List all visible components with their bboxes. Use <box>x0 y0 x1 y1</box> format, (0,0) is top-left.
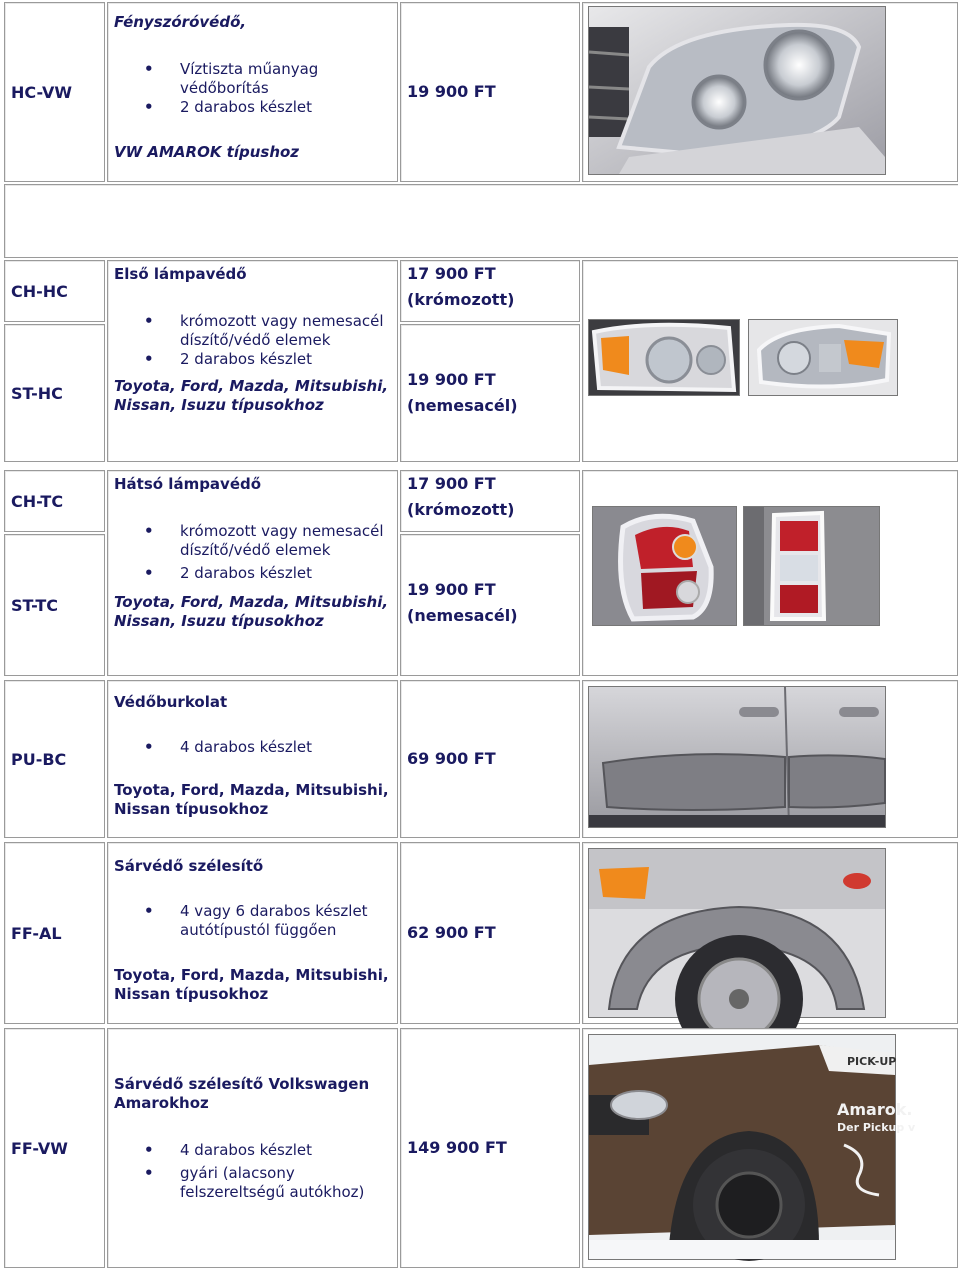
price: 17 900 FT <box>407 264 496 283</box>
feature-item: • gyári (alacsony felszereltségű autókhoz) <box>114 1164 391 1202</box>
feature-list <box>114 738 391 757</box>
model-compatibility: Toyota, Ford, Mazda, Mitsubishi, Nissan típusokhoz <box>114 966 389 1003</box>
feature-list <box>114 522 391 583</box>
price-variant: (krómozott) <box>407 290 515 309</box>
product-code: ST-TC <box>11 595 59 615</box>
code-cell-hc-vw <box>4 2 105 182</box>
feature-item: • 2 darabos készlet <box>114 98 391 117</box>
price-cell-st-hc <box>400 324 580 462</box>
taillamp-guard-photo-left <box>592 506 737 626</box>
model-compatibility: Toyota, Ford, Mazda, Mitsubishi, Nissan típusokhoz <box>114 781 389 818</box>
feature-item: • 2 darabos készlet <box>114 564 391 583</box>
feature-item: • 2 darabos készlet <box>114 350 391 369</box>
price-cell-st-tc <box>400 534 580 676</box>
product-title: Védőburkolat <box>114 693 228 711</box>
code-cell-ch-tc <box>4 470 105 532</box>
image-cell-fender-flare <box>582 842 958 1024</box>
sticker-text: PICK-UP <box>847 1055 897 1068</box>
image-cell-taillamp <box>582 470 958 676</box>
product-title: Sárvédő szélesítő Volkswagen Amarokhoz <box>114 1075 370 1112</box>
model-compatibility: Toyota, Ford, Mazda, Mitsubishi, Nissan, Isuzu típusokhoz <box>114 593 389 630</box>
feature-item: • 4 darabos készlet <box>114 738 391 757</box>
headlamp-guard-illustration <box>749 320 897 395</box>
product-code: CH-HC <box>11 281 68 301</box>
price-cell-ch-hc <box>400 260 580 322</box>
price: 149 900 FT <box>407 1138 507 1157</box>
product-code: ST-HC <box>11 383 63 403</box>
image-cell-amarok-flare <box>582 1028 958 1268</box>
feature-list <box>114 60 391 117</box>
price-cell-pu-bc <box>400 680 580 838</box>
taillamp-guard-illustration <box>593 507 736 625</box>
price: 19 900 FT <box>407 370 496 389</box>
amarok-fender-photo <box>588 1034 916 1260</box>
code-cell-ch-hc <box>4 260 105 322</box>
feature-item: • Víztiszta műanyag védőborítás <box>114 60 391 98</box>
image-cell-headlamp <box>582 260 958 462</box>
feature-item: • 4 darabos készlet <box>114 1141 391 1160</box>
price: 19 900 FT <box>407 82 496 101</box>
feature-list <box>114 312 391 369</box>
product-title: Fényszóróvédő, <box>114 13 247 31</box>
sticker-text: Der Pickup v <box>837 1121 916 1134</box>
product-code: HC-VW <box>11 82 73 102</box>
price-cell-ch-tc <box>400 470 580 532</box>
image-cell-body-cladding <box>582 680 958 838</box>
code-cell-ff-vw <box>4 1028 105 1268</box>
code-cell-st-tc <box>4 534 105 676</box>
price-cell-ff-al <box>400 842 580 1024</box>
product-title: Első lámpavédő <box>114 265 247 283</box>
description-cell-amarok-flare <box>107 1028 398 1268</box>
headlamp-guard-photo-left <box>588 319 740 396</box>
feature-item: • krómozott vagy nemesacél díszítő/védő elemek <box>114 312 391 350</box>
description-cell-headlamp <box>107 260 398 462</box>
headlight-cover-illustration <box>589 7 885 174</box>
price-variant: (krómozott) <box>407 500 515 519</box>
product-title: Sárvédő szélesítő <box>114 857 264 875</box>
body-cladding-illustration <box>589 687 885 827</box>
description-cell-fender-flare <box>107 842 398 1024</box>
taillamp-guard-photo-right <box>743 506 880 626</box>
price: 62 900 FT <box>407 923 496 942</box>
price-variant: (nemesacél) <box>407 606 518 625</box>
headlamp-guard-photo-right <box>748 319 898 396</box>
fender-flare-photo <box>588 848 886 1018</box>
price: 17 900 FT <box>407 474 496 493</box>
description-cell-hc-vw <box>107 2 398 182</box>
feature-item: • 4 vagy 6 darabos készlet autótípustól függően <box>114 902 391 940</box>
feature-item: • krómozott vagy nemesacél díszítő/védő elemek <box>114 522 391 560</box>
sticker-text: Amarok. <box>837 1100 913 1119</box>
code-cell-pu-bc <box>4 680 105 838</box>
price-variant: (nemesacél) <box>407 396 518 415</box>
price-cell-ff-vw <box>400 1028 580 1268</box>
amarok-fender-illustration <box>589 1035 916 1259</box>
price-cell-hc-vw <box>400 2 580 182</box>
description-cell-body-cladding <box>107 680 398 838</box>
headlight-cover-photo <box>588 6 886 175</box>
feature-list <box>114 1141 391 1202</box>
headlamp-guard-illustration <box>589 320 739 395</box>
body-cladding-photo <box>588 686 886 828</box>
model-compatibility: Toyota, Ford, Mazda, Mitsubishi, Nissan, Isuzu típusokhoz <box>114 377 389 414</box>
price: 69 900 FT <box>407 749 496 768</box>
product-code: PU-BC <box>11 749 67 769</box>
price: 19 900 FT <box>407 580 496 599</box>
code-cell-ff-al <box>4 842 105 1024</box>
product-code: CH-TC <box>11 491 64 511</box>
description-cell-taillamp <box>107 470 398 676</box>
fender-flare-illustration <box>589 849 885 1017</box>
product-title: Hátsó lámpavédő <box>114 475 262 493</box>
code-cell-st-hc <box>4 324 105 462</box>
feature-list <box>114 902 391 940</box>
product-code: FF-AL <box>11 923 62 943</box>
product-code: FF-VW <box>11 1138 68 1158</box>
image-cell-hc-vw <box>582 2 958 182</box>
spacer-row <box>4 184 958 258</box>
model-compatibility: VW AMAROK típushoz <box>114 143 300 161</box>
taillamp-guard-illustration <box>744 507 879 625</box>
